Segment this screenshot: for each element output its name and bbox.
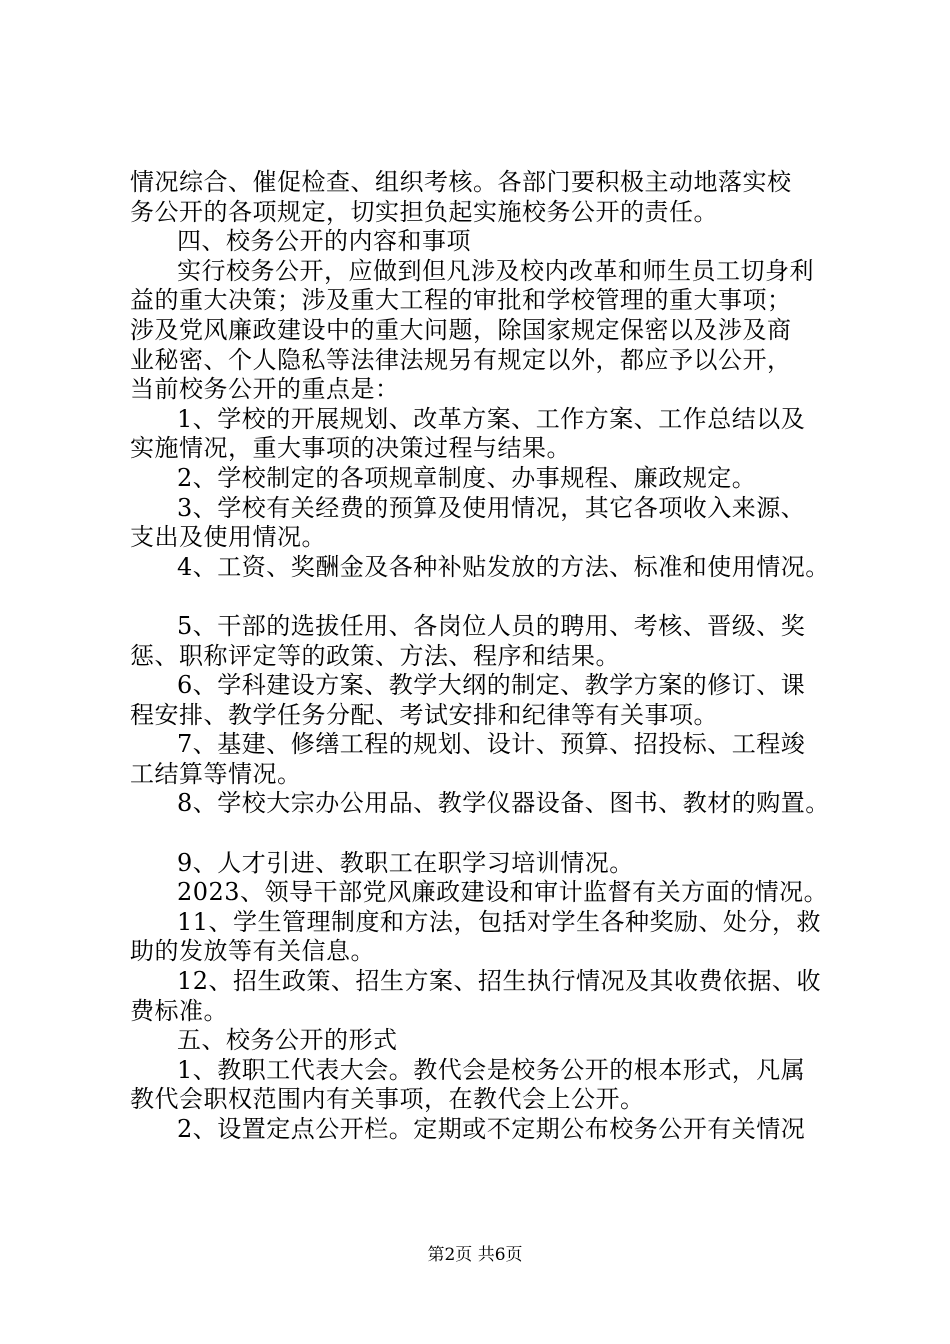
list-item: 9、人才引进、教职工在职学习培训情况。 bbox=[177, 848, 634, 877]
document-body bbox=[130, 168, 850, 1145]
text-line: 实行校务公开，应做到但凡涉及校内改革和师生员工切身利 bbox=[177, 256, 814, 285]
list-item: 2、学校制定的各项规章制度、办事规程、廉政规定。 bbox=[177, 463, 757, 492]
section-heading: 四、校务公开的内容和事项 bbox=[177, 227, 471, 256]
page-number-footer: 第2页 共6页 bbox=[427, 1245, 523, 1265]
list-item: 3、学校有关经费的预算及使用情况，其它各项收入来源、 bbox=[177, 493, 806, 522]
list-item: 4、工资、奖酬金及各种补贴发放的方法、标准和使用情况。 bbox=[177, 552, 830, 581]
list-item: 6、学科建设方案、教学大纲的制定、教学方案的修订、课 bbox=[177, 671, 806, 700]
text-line: 益的重大决策；涉及重大工程的审批和学校管理的重大事项； bbox=[130, 286, 792, 315]
text-line: 惩、职称评定等的政策、方法、程序和结果。 bbox=[130, 641, 620, 670]
text-line: 涉及党风廉政建设中的重大问题，除国家规定保密以及涉及商 bbox=[130, 315, 792, 344]
blank-line bbox=[130, 819, 850, 849]
text-line: 助的发放等有关信息。 bbox=[130, 937, 375, 966]
list-item: 2023、领导干部党风廉政建设和审计监督有关方面的情况。 bbox=[177, 878, 829, 907]
list-item: 12、招生政策、招生方案、招生执行情况及其收费依据、收 bbox=[177, 967, 822, 996]
text-line: 务公开的各项规定，切实担负起实施校务公开的责任。 bbox=[130, 197, 718, 226]
text-line: 当前校务公开的重点是： bbox=[130, 375, 400, 404]
text-line: 程安排、教学任务分配、考试安排和纪律等有关事项。 bbox=[130, 700, 718, 729]
text-line: 教代会职权范围内有关事项，在教代会上公开。 bbox=[130, 1085, 645, 1114]
text-line: 情况综合、催促检查、组织考核。各部门要积极主动地落实校 bbox=[130, 168, 792, 196]
list-item: 11、学生管理制度和方法，包括对学生各种奖励、处分，救 bbox=[177, 907, 822, 936]
list-item: 8、学校大宗办公用品、教学仪器设备、图书、教材的购置。 bbox=[177, 789, 830, 818]
section-heading: 五、校务公开的形式 bbox=[177, 1026, 398, 1055]
text-line: 工结算等情况。 bbox=[130, 759, 302, 788]
blank-line bbox=[130, 582, 850, 612]
list-item: 7、基建、修缮工程的规划、设计、预算、招投标、工程竣 bbox=[177, 730, 806, 759]
text-line: 费标准。 bbox=[130, 996, 228, 1025]
text-line: 业秘密、个人隐私等法律法规另有规定以外，都应予以公开， bbox=[130, 345, 792, 374]
list-item: 1、学校的开展规划、改革方案、工作方案、工作总结以及 bbox=[177, 404, 806, 433]
list-item: 5、干部的选拔任用、各岗位人员的聘用、考核、晋级、奖 bbox=[177, 611, 806, 640]
text-line: 支出及使用情况。 bbox=[130, 523, 326, 552]
list-item: 1、教职工代表大会。教代会是校务公开的根本形式，凡属 bbox=[177, 1055, 806, 1084]
list-item: 2、设置定点公开栏。定期或不定期公布校务公开有关情况 bbox=[177, 1115, 806, 1143]
text-line: 实施情况，重大事项的决策过程与结果。 bbox=[130, 434, 571, 463]
